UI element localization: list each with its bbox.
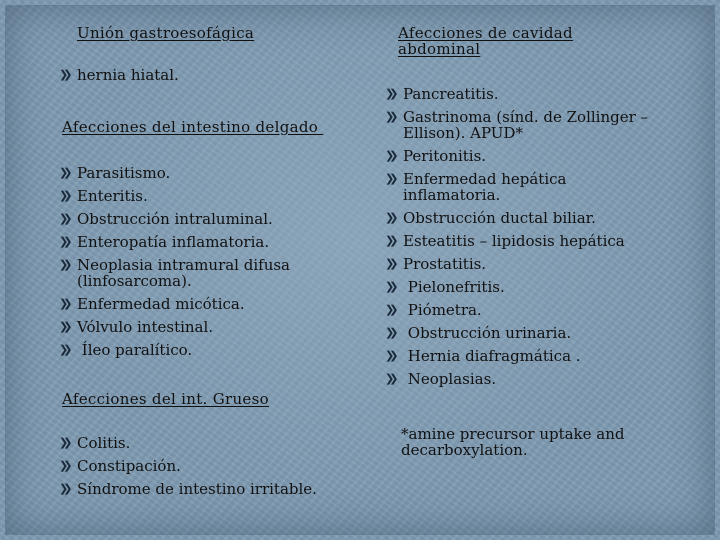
- list-item-text: Parasitismo.: [77, 164, 171, 182]
- list-item: [383, 325, 683, 341]
- double-chevron-right-icon: [59, 322, 72, 332]
- list-item-text: Constipación.: [77, 457, 181, 475]
- double-chevron-right-icon: [59, 168, 72, 178]
- double-chevron-right-icon: [59, 484, 72, 494]
- double-chevron-right-icon: [385, 328, 398, 338]
- list-item-text: Enteropatía inflamatoria.: [77, 233, 270, 251]
- list-item-text: Hernia diafragmática .: [403, 347, 581, 365]
- list-union: [57, 67, 297, 83]
- list-item: [57, 319, 327, 335]
- double-chevron-right-icon: [385, 89, 398, 99]
- double-chevron-right-icon: [385, 151, 398, 161]
- double-chevron-right-icon: [385, 236, 398, 246]
- double-chevron-right-icon: [59, 345, 72, 355]
- list-item-text: Enteritis.: [77, 187, 148, 205]
- list-item: [383, 256, 683, 272]
- footnote-apud: *amine precursor uptake and decarboxylation.: [401, 425, 625, 459]
- list-item: [57, 435, 357, 451]
- list-intestino-delgado: [57, 165, 327, 358]
- double-chevron-right-icon: [59, 438, 72, 448]
- heading-intestino-delgado: Afecciones del intestino delgado: [62, 118, 324, 136]
- double-chevron-right-icon: [385, 112, 398, 122]
- list-item-text: Síndrome de intestino irritable.: [77, 480, 317, 498]
- list-item: [57, 481, 357, 497]
- list-item: [383, 348, 683, 364]
- list-item: [383, 302, 683, 318]
- list-item-text: Obstrucción ductal biliar.: [403, 209, 596, 227]
- list-item-text: hernia hiatal.: [77, 66, 179, 84]
- list-item: [383, 171, 613, 203]
- heading-cavidad-abdominal: Afecciones de cavidad abdominal: [398, 24, 573, 58]
- double-chevron-right-icon: [59, 70, 72, 80]
- list-item-text: Íleo paralítico.: [77, 341, 193, 359]
- list-item: [57, 342, 327, 358]
- double-chevron-right-icon: [59, 299, 72, 309]
- double-chevron-right-icon: [385, 174, 398, 184]
- double-chevron-right-icon: [385, 282, 398, 292]
- list-item-text: Colitis.: [77, 434, 131, 452]
- heading-union-gastroesofagica: Unión gastroesofágica: [77, 24, 255, 42]
- list-item: [57, 165, 327, 181]
- list-item-text: Enfermedad micótica.: [77, 295, 245, 313]
- list-item-text: Obstrucción urinaria.: [403, 324, 572, 342]
- double-chevron-right-icon: [385, 351, 398, 361]
- list-item-text: Gastrinoma (sínd. de Zollinger – Ellison). APUD*: [403, 108, 649, 142]
- list-item-text: Enfermedad hepática inflamatoria.: [403, 170, 567, 204]
- list-item-text: Vólvulo intestinal.: [77, 318, 214, 336]
- list-item: [57, 67, 297, 83]
- double-chevron-right-icon: [385, 305, 398, 315]
- list-item-text: Prostatitis.: [403, 255, 487, 273]
- list-int-grueso: [57, 435, 357, 497]
- list-item: [57, 211, 327, 227]
- list-item: [383, 371, 683, 387]
- list-item-text: Piómetra.: [403, 301, 482, 319]
- double-chevron-right-icon: [59, 237, 72, 247]
- double-chevron-right-icon: [59, 214, 72, 224]
- list-item-text: Neoplasia intramural difusa (linfosarcoma).: [77, 256, 290, 290]
- list-item: [383, 279, 683, 295]
- double-chevron-right-icon: [59, 260, 72, 270]
- heading-int-grueso: Afecciones del int. Grueso: [62, 390, 269, 408]
- double-chevron-right-icon: [385, 374, 398, 384]
- list-item: [383, 210, 683, 226]
- double-chevron-right-icon: [59, 191, 72, 201]
- list-item: [383, 86, 683, 102]
- list-item: [57, 257, 322, 289]
- list-item-text: Pancreatitis.: [403, 85, 499, 103]
- list-item-text: Peritonitis.: [403, 147, 487, 165]
- list-item: [383, 148, 683, 164]
- list-item: [57, 296, 327, 312]
- list-item-text: Esteatitis – lipidosis hepática: [403, 232, 625, 250]
- list-item-text: Pielonefritis.: [403, 278, 505, 296]
- list-item: [57, 188, 327, 204]
- list-item: [383, 109, 693, 141]
- list-item-text: Obstrucción intraluminal.: [77, 210, 273, 228]
- list-item: [57, 234, 327, 250]
- double-chevron-right-icon: [385, 213, 398, 223]
- list-item: [383, 233, 683, 249]
- double-chevron-right-icon: [385, 259, 398, 269]
- list-cavidad-abdominal: [383, 86, 683, 387]
- list-item-text: Neoplasias.: [403, 370, 497, 388]
- double-chevron-right-icon: [59, 461, 72, 471]
- list-item: [57, 458, 357, 474]
